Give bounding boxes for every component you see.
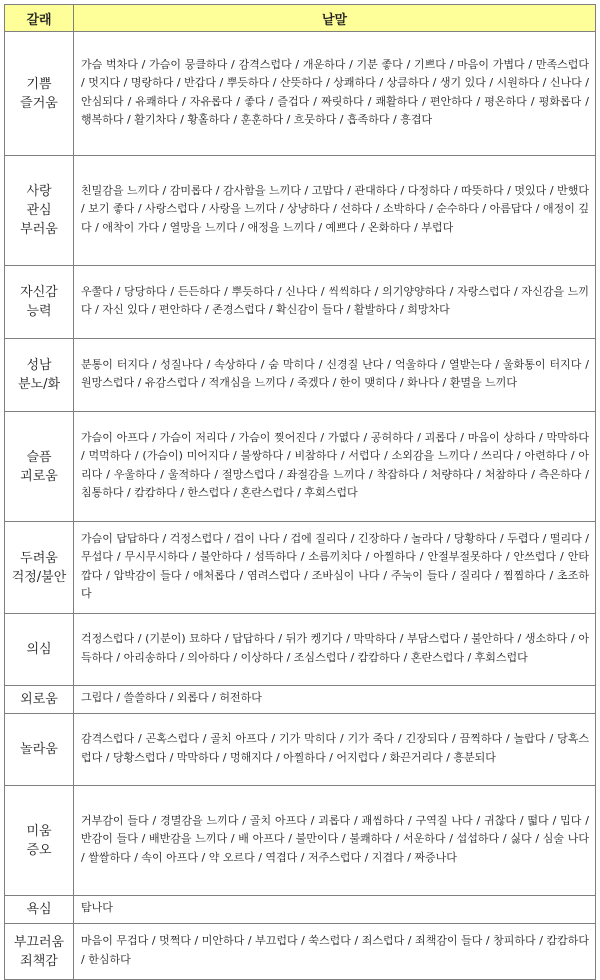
words-cell: 그립다 / 쓸쓸하다 / 외롭다 / 허전하다 [74, 686, 596, 714]
table-row [5, 339, 596, 412]
category-cell [5, 924, 74, 980]
header-category: 갈래 [5, 5, 74, 32]
table-row [5, 614, 596, 686]
category-cell [5, 686, 74, 714]
category-cell [5, 714, 74, 786]
table-row [5, 266, 596, 339]
header-words: 낱말 [74, 5, 596, 32]
words-cell: 가슴 벅차다 / 가슴이 뭉클하다 / 감격스럽다 / 개운하다 / 기분 좋다 / 기쁘다 / 마음이 가볍다 / 만족스럽다 / 멋지다 / 명랑하다 / 반갑다 / 뿌듯하다 / 산뜻하다 / 상쾌하다 / 상큼하다 / 생기 있다 / 시원하다 / 신나다 / 안심되다 / 유쾌하다 / 자유롭다 / 좋다 / 즐겁다 / 짜릿하다 / 쾌활하다 / 편안하다 / 평온하다 / 평화롭다 / 행복하다 / 활기차다 / 황홀하다 / 훈훈하다 / 흐뭇하다 / 흡족하다 / 흥겹다 [74, 32, 596, 156]
category-cell [5, 522, 74, 614]
category-label: 죄책감 [20, 953, 58, 969]
category-label: 분노/화 [17, 377, 61, 392]
category-label: 욕심 [26, 902, 52, 917]
category-cell [5, 412, 74, 522]
table-row [5, 786, 596, 896]
category-label: 능력 [26, 304, 52, 319]
words-cell: 가슴이 아프다 / 가슴이 저리다 / 가슴이 찢어진다 / 가엾다 / 공허하다 / 괴롭다 / 마음이 상하다 / 막막하다 / 먹먹하다 / (가슴이) 미어지다 / 불쌍하다 / 비참하다 / 서럽다 / 소외감을 느끼다 / 쓰리다 / 아련하다 / 아리다 / 우울하다 / 울적하다 / 절망스럽다 / 좌절감을 느끼다 / 착잡하다 / 처량하다 / 처참하다 / 측은하다 / 침통하다 / 캄캄하다 / 한스럽다 / 혼란스럽다 / 후회스럽다 [74, 412, 596, 522]
words-cell: 가슴이 답답하다 / 걱정스럽다 / 겁이 나다 / 겁에 질리다 / 긴장하다 / 놀라다 / 당황하다 / 두렵다 / 떨리다 / 무섭다 / 무시무시하다 / 불안하다 / 섬뜩하다 / 소름끼치다 / 아찔하다 / 안절부절못하다 / 안쓰럽다 / 안타깝다 / 압박감이 들다 / 애처롭다 / 염려스럽다 / 조바심이 나다 / 주눅이 들다 / 질리다 / 찜찜하다 / 초조하다 [74, 522, 596, 614]
table-row [5, 714, 596, 786]
category-label: 부러움 [20, 222, 58, 237]
category-cell [5, 614, 74, 686]
table-row [5, 896, 596, 924]
category-label: 슬픔 [26, 449, 52, 465]
category-label: 괴로움 [20, 468, 58, 484]
words-cell: 걱정스럽다 / (기분이) 묘하다 / 답답하다 / 뒤가 켕기다 / 막막하다 / 부담스럽다 / 불안하다 / 생소하다 / 아득하다 / 아리송하다 / 의아하다 / 이상하다 / 조심스럽다 / 캄캄하다 / 혼란스럽다 / 후회스럽다 [74, 614, 596, 686]
table-row [5, 686, 596, 714]
table-row [5, 522, 596, 614]
category-cell [5, 32, 74, 156]
category-label: 관심 [26, 203, 52, 218]
category-label: 두려움 [20, 550, 58, 566]
category-label: 성남 [26, 358, 52, 373]
category-label: 사랑 [26, 184, 52, 199]
category-label: 부끄러움 [13, 934, 65, 950]
words-cell: 우쭐다 / 당당하다 / 든든하다 / 뿌듯하다 / 신나다 / 씩씩하다 / 의기양양하다 / 자랑스럽다 / 자신감을 느끼다 / 자신 있다 / 편안하다 / 존경스럽다 / 확신감이 들다 / 활발하다 / 희망차다 [74, 266, 596, 339]
emotion-word-table [4, 4, 596, 980]
category-cell [5, 786, 74, 896]
category-label: 자신감 [20, 285, 58, 300]
category-cell [5, 266, 74, 339]
category-label: 외로움 [20, 692, 58, 707]
table-row [5, 32, 596, 156]
category-label: 즐거움 [20, 95, 58, 111]
words-cell: 탐나다 [74, 896, 596, 924]
words-cell: 친밀감을 느끼다 / 감미롭다 / 감사함을 느끼다 / 고맙다 / 관대하다 / 다정하다 / 따뜻하다 / 멋있다 / 반했다 / 보기 좋다 / 사랑스럽다 / 사랑을 느끼다 / 상냥하다 / 선하다 / 소박하다 / 순수하다 / 아름답다 / 애정이 깊다 / 애착이 가다 / 열망을 느끼다 / 애정을 느끼다 / 예쁘다 / 온화하다 / 부럽다 [74, 156, 596, 266]
words-cell: 분통이 터지다 / 성질나다 / 속상하다 / 숨 막히다 / 신경질 난다 / 억울하다 / 열받는다 / 울화통이 터지다 / 원망스럽다 / 유감스럽다 / 적개심을 느끼다 / 죽겠다 / 한이 맺히다 / 화나다 / 환멸을 느끼다 [74, 339, 596, 412]
category-cell [5, 339, 74, 412]
category-label: 미움 [26, 823, 52, 839]
category-cell [5, 896, 74, 924]
table-row [5, 156, 596, 266]
category-label: 놀라움 [20, 742, 58, 757]
words-cell: 거부감이 들다 / 경멸감을 느끼다 / 골치 아프다 / 괴롭다 / 괘씸하다 / 구역질 나다 / 귀찮다 / 떫다 / 밉다 / 반감이 들다 / 배반감을 느끼다 / 배 아프다 / 불만이다 / 불쾌하다 / 서운하다 / 섭섭하다 / 싫다 / 심술 나다 / 쌀쌀하다 / 속이 아프다 / 약 오르다 / 역겹다 / 저주스럽다 / 지겹다 / 짜증나다 [74, 786, 596, 896]
table-header-row [5, 5, 596, 32]
category-cell [5, 156, 74, 266]
table-row [5, 412, 596, 522]
category-label: 걱정/불안 [11, 569, 67, 585]
category-label: 기쁨 [26, 76, 52, 92]
category-label: 증오 [26, 842, 52, 858]
words-cell: 감격스럽다 / 곤혹스럽다 / 골치 아프다 / 기가 막히다 / 기가 죽다 / 긴장되다 / 끔찍하다 / 놀랍다 / 당혹스럽다 / 당황스럽다 / 막막하다 / 멍해지다 / 아찔하다 / 어지럽다 / 화끈거리다 / 흥분되다 [74, 714, 596, 786]
words-cell: 마음이 무겁다 / 멋쩍다 / 미안하다 / 부끄럽다 / 쑥스럽다 / 죄스럽다 / 죄책감이 들다 / 창피하다 / 캄캄하다 / 한심하다 [74, 924, 596, 980]
category-label: 의심 [26, 642, 52, 657]
table-row [5, 924, 596, 980]
